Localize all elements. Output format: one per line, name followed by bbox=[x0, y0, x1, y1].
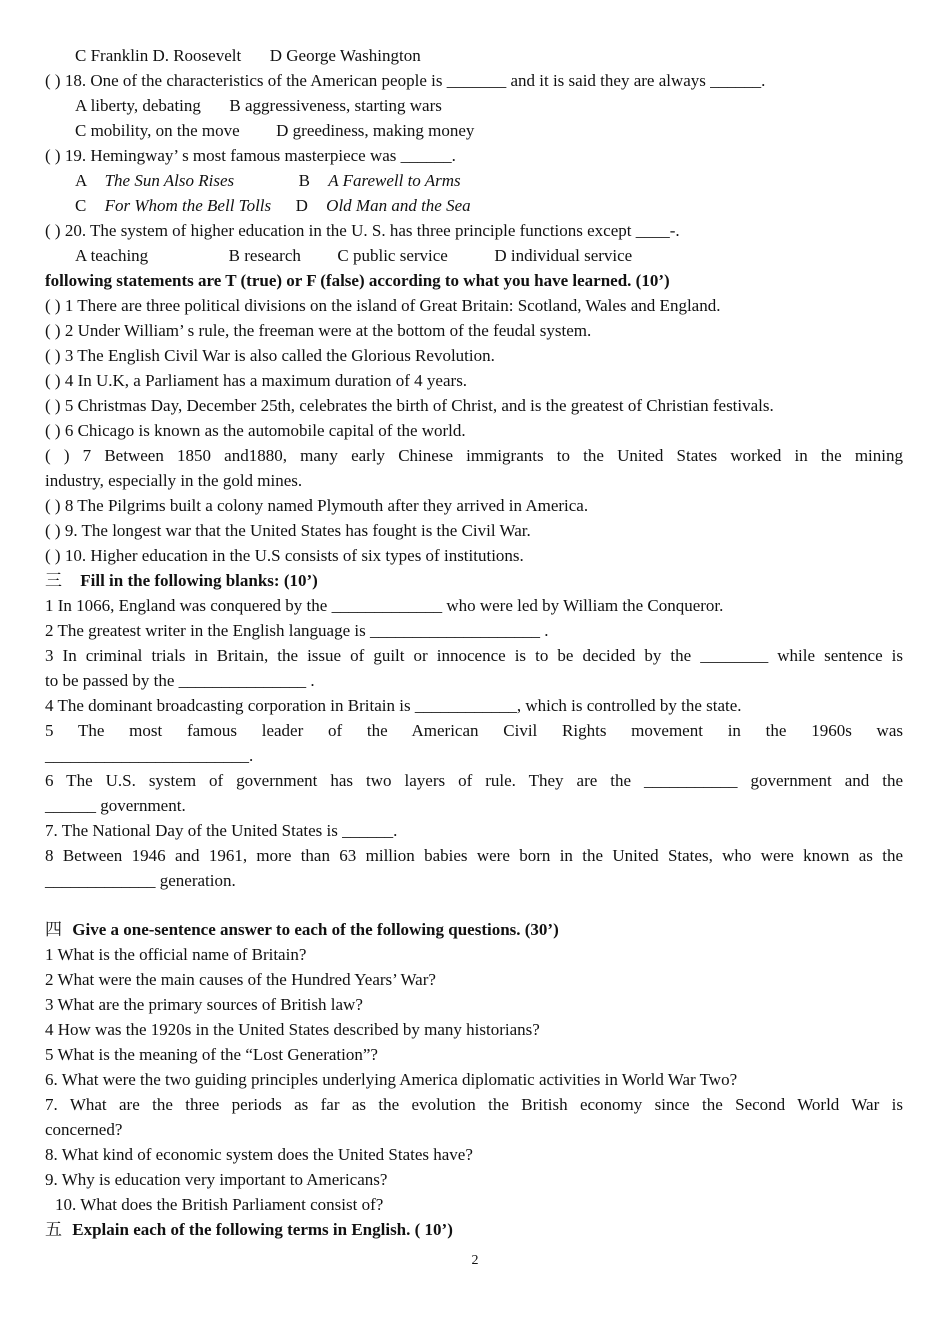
fill-line-3: 3 In criminal trials in Britain, the issue of guilt or innocence is to be decided by the ________ while sentence is bbox=[45, 646, 903, 665]
fill-line-8: 8 Between 1946 and 1961, more than 63 million babies were born in the United States, who were known as the bbox=[45, 846, 903, 865]
short-q-10: 10. What does the British Parliament consist of? bbox=[55, 1195, 384, 1214]
fill-line-2: 2 The greatest writer in the English language is ____________________ . bbox=[45, 621, 549, 640]
tf-item-2: ( ) 2 Under William’ s rule, the freeman were at the bottom of the feudal system. bbox=[45, 321, 592, 340]
q18-options-row1 bbox=[75, 96, 933, 116]
page-number: 2 bbox=[471, 1253, 479, 1268]
q19-option-d-letter: D bbox=[295, 196, 308, 215]
q18-option-c: C mobility, on the move bbox=[75, 121, 240, 140]
fill-line-6: 6 The U.S. system of government has two layers of rule. They are the ___________ government and the bbox=[45, 771, 903, 790]
q19-option-d: Old Man and the Sea bbox=[326, 196, 471, 215]
tf-item-3: ( ) 3 The English Civil War is also called the Glorious Revolution. bbox=[45, 346, 495, 365]
tf-item-8: ( ) 8 The Pilgrims built a colony named Plymouth after they arrived in America. bbox=[45, 496, 589, 515]
short-heading: Give a one-sentence answer to each of the following questions. (30’) bbox=[72, 920, 559, 939]
short-q-6: 6. What were the two guiding principles underlying America diplomatic activities in World War Two? bbox=[45, 1070, 738, 1089]
tf-item-10: ( ) 10. Higher education in the U.S consists of six types of institutions. bbox=[45, 546, 524, 565]
tf-item-1: ( ) 1 There are three political divisions on the island of Great Britain: Scotland, Wales and England. bbox=[45, 296, 721, 315]
fill-line-4: 4 The dominant broadcasting corporation in Britain is ____________, which is controlled by the state. bbox=[45, 696, 742, 715]
q19-stem: ( ) 19. Hemingway’ s most famous masterpiece was ______. bbox=[45, 146, 456, 165]
short-q-5: 5 What is the meaning of the “Lost Generation”? bbox=[45, 1045, 378, 1064]
q18-option-b: B aggressiveness, starting wars bbox=[229, 96, 442, 115]
tf-item-4: ( ) 4 In U.K, a Parliament has a maximum duration of 4 years. bbox=[45, 371, 468, 390]
fill-heading-row bbox=[45, 571, 903, 591]
short-q-3: 3 What are the primary sources of British law? bbox=[45, 995, 363, 1014]
fill-line-5: 5 The most famous leader of the American Civil Rights movement in the 1960s was bbox=[45, 721, 903, 740]
q18-options-row2 bbox=[75, 121, 933, 141]
short-q-7: 7. What are the three periods as far as the evolution the British economy since the Second World War is bbox=[45, 1095, 903, 1114]
q19-options-row1 bbox=[75, 171, 933, 191]
fill-line-6-cont: ______ government. bbox=[45, 796, 186, 815]
q18-stem: ( ) 18. One of the characteristics of the American people is _______ and it is said they are always ______. bbox=[45, 71, 766, 90]
terms-heading-row bbox=[45, 1220, 903, 1240]
q20-option-b: B research bbox=[228, 246, 301, 265]
fill-section-number: 三 bbox=[45, 571, 62, 591]
q17-option-c: C Franklin D. Roosevelt bbox=[75, 46, 242, 65]
q17-options bbox=[75, 46, 933, 66]
terms-heading: Explain each of the following terms in English. ( 10’) bbox=[72, 1220, 453, 1239]
short-heading-row bbox=[45, 920, 903, 940]
fill-line-1: 1 In 1066, England was conquered by the _____________ who were led by William the Conqueror. bbox=[45, 596, 724, 615]
q20-option-a: A teaching bbox=[75, 246, 149, 265]
short-q-2: 2 What were the main causes of the Hundred Years’ War? bbox=[45, 970, 436, 989]
q19-option-b: A Farewell to Arms bbox=[328, 171, 461, 190]
short-q-9: 9. Why is education very important to Americans? bbox=[45, 1170, 388, 1189]
short-q-4: 4 How was the 1920s in the United States described by many historians? bbox=[45, 1020, 540, 1039]
short-q-7-cont: concerned? bbox=[45, 1120, 123, 1139]
tf-item-7: ( ) 7 Between 1850 and1880, many early Chinese immigrants to the United States worked in the mining bbox=[45, 446, 903, 465]
tf-item-7-cont: industry, especially in the gold mines. bbox=[45, 471, 303, 490]
q20-stem: ( ) 20. The system of higher education in the U. S. has three principle functions except ____-. bbox=[45, 221, 680, 240]
q17-option-d: D George Washington bbox=[269, 46, 421, 65]
q18-option-d: D greediness, making money bbox=[276, 121, 475, 140]
q19-options-row2 bbox=[75, 196, 933, 216]
q18-option-a: A liberty, debating bbox=[75, 96, 201, 115]
q19-option-b-letter: B bbox=[298, 171, 310, 190]
fill-heading: Fill in the following blanks: (10’) bbox=[80, 571, 318, 590]
fill-line-8-cont: _____________ generation. bbox=[45, 871, 236, 890]
q19-option-a-letter: A bbox=[75, 171, 87, 190]
q19-option-a: The Sun Also Rises bbox=[104, 171, 235, 190]
fill-line-7: 7. The National Day of the United States is ______. bbox=[45, 821, 398, 840]
q19-option-c: For Whom the Bell Tolls bbox=[104, 196, 272, 215]
terms-section-number: 五 bbox=[45, 1220, 62, 1240]
q20-option-c: C public service bbox=[337, 246, 448, 265]
q20-options bbox=[75, 246, 933, 266]
short-q-1: 1 What is the official name of Britain? bbox=[45, 945, 307, 964]
q20-option-d: D individual service bbox=[494, 246, 633, 265]
short-q-8: 8. What kind of economic system does the United States have? bbox=[45, 1145, 473, 1164]
tf-item-5: ( ) 5 Christmas Day, December 25th, celebrates the birth of Christ, and is the greatest of Christian festivals. bbox=[45, 396, 774, 415]
q19-option-c-letter: C bbox=[75, 196, 87, 215]
tf-heading: following statements are T (true) or F (false) according to what you have learned. (10’) bbox=[45, 271, 670, 290]
short-section-number: 四 bbox=[45, 920, 62, 940]
tf-item-6: ( ) 6 Chicago is known as the automobile capital of the world. bbox=[45, 421, 466, 440]
tf-item-9: ( ) 9. The longest war that the United States has fought is the Civil War. bbox=[45, 521, 531, 540]
fill-line-5-cont: ________________________. bbox=[45, 746, 254, 765]
fill-line-3-cont: to be passed by the _______________ . bbox=[45, 671, 315, 690]
